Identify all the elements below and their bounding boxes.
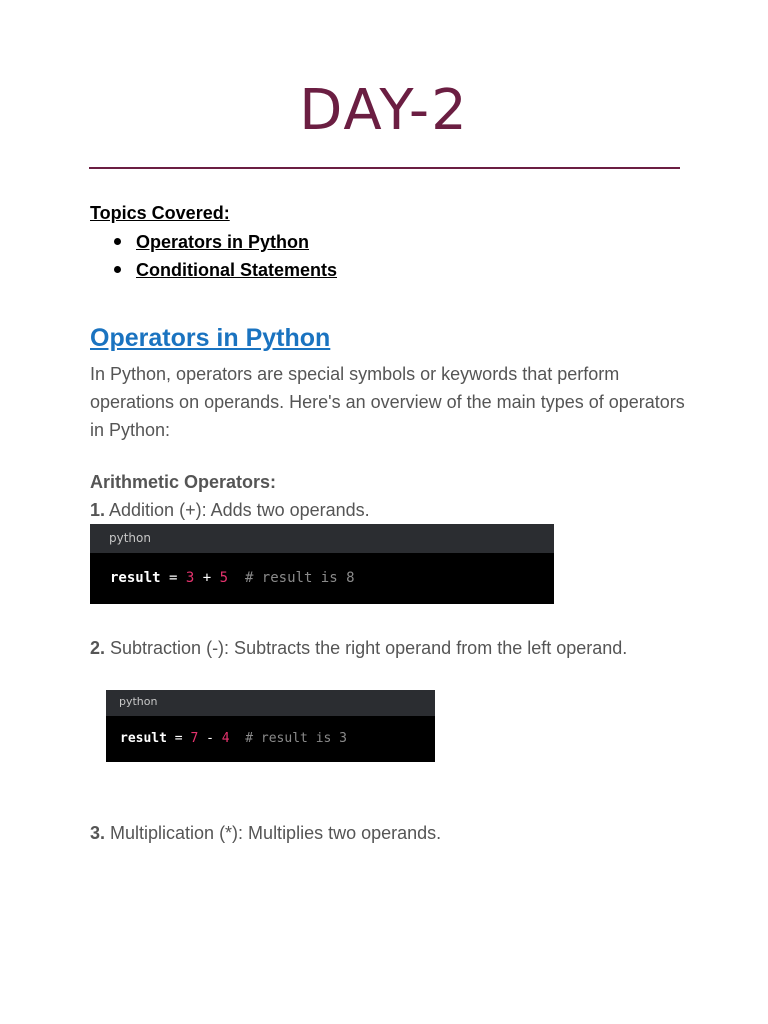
code-var: result xyxy=(120,731,167,746)
code-language-label: python xyxy=(90,524,554,553)
topic-item-conditionals[interactable] xyxy=(90,258,337,286)
code-block-addition xyxy=(90,524,554,604)
item-subtraction xyxy=(90,638,627,659)
code-operator: - xyxy=(206,731,214,746)
code-operand-b: 5 xyxy=(219,570,229,586)
title-divider xyxy=(89,167,680,169)
item-addition xyxy=(90,500,370,521)
code-var: result xyxy=(110,570,161,586)
item-multiplication xyxy=(90,823,441,844)
code-block-subtraction xyxy=(106,690,435,762)
code-operand-a: 3 xyxy=(185,570,195,586)
intro-paragraph: In Python, operators are special symbols or keywords that perform operations on operands. Here's an overview of the main types of operators in Python: xyxy=(90,364,685,440)
code-comment: # result is 8 xyxy=(244,570,355,586)
topics-list xyxy=(90,230,337,286)
code-operator: + xyxy=(202,570,212,586)
code-comment: # result is 3 xyxy=(245,731,347,746)
code-equals: = xyxy=(174,731,183,746)
item-text: Addition (+): Adds two operands. xyxy=(105,500,370,520)
topics-heading: Topics Covered: xyxy=(90,203,230,223)
item-text: Subtraction (-): Subtracts the right operand from the left operand. xyxy=(105,638,628,658)
code-operand-a: 7 xyxy=(190,731,199,746)
bullet-icon xyxy=(114,266,121,273)
topic-label[interactable]: Operators in Python xyxy=(136,232,310,252)
section-heading-operators[interactable]: Operators in Python xyxy=(90,324,331,352)
code-language-label: python xyxy=(106,690,435,716)
arithmetic-subheading: Arithmetic Operators: xyxy=(90,472,277,492)
item-number: 3. xyxy=(90,823,106,843)
item-text: Multiplication (*): Multiplies two operands. xyxy=(105,823,442,843)
code-line xyxy=(90,553,554,604)
bullet-icon xyxy=(114,238,121,245)
item-number: 1. xyxy=(90,500,106,520)
topic-item-operators[interactable] xyxy=(90,230,337,258)
code-line xyxy=(106,716,435,762)
topic-label[interactable]: Conditional Statements xyxy=(136,260,338,280)
code-operand-b: 4 xyxy=(221,731,230,746)
item-number: 2. xyxy=(90,638,106,658)
page-title: DAY-2 xyxy=(299,78,469,143)
code-equals: = xyxy=(169,570,178,586)
